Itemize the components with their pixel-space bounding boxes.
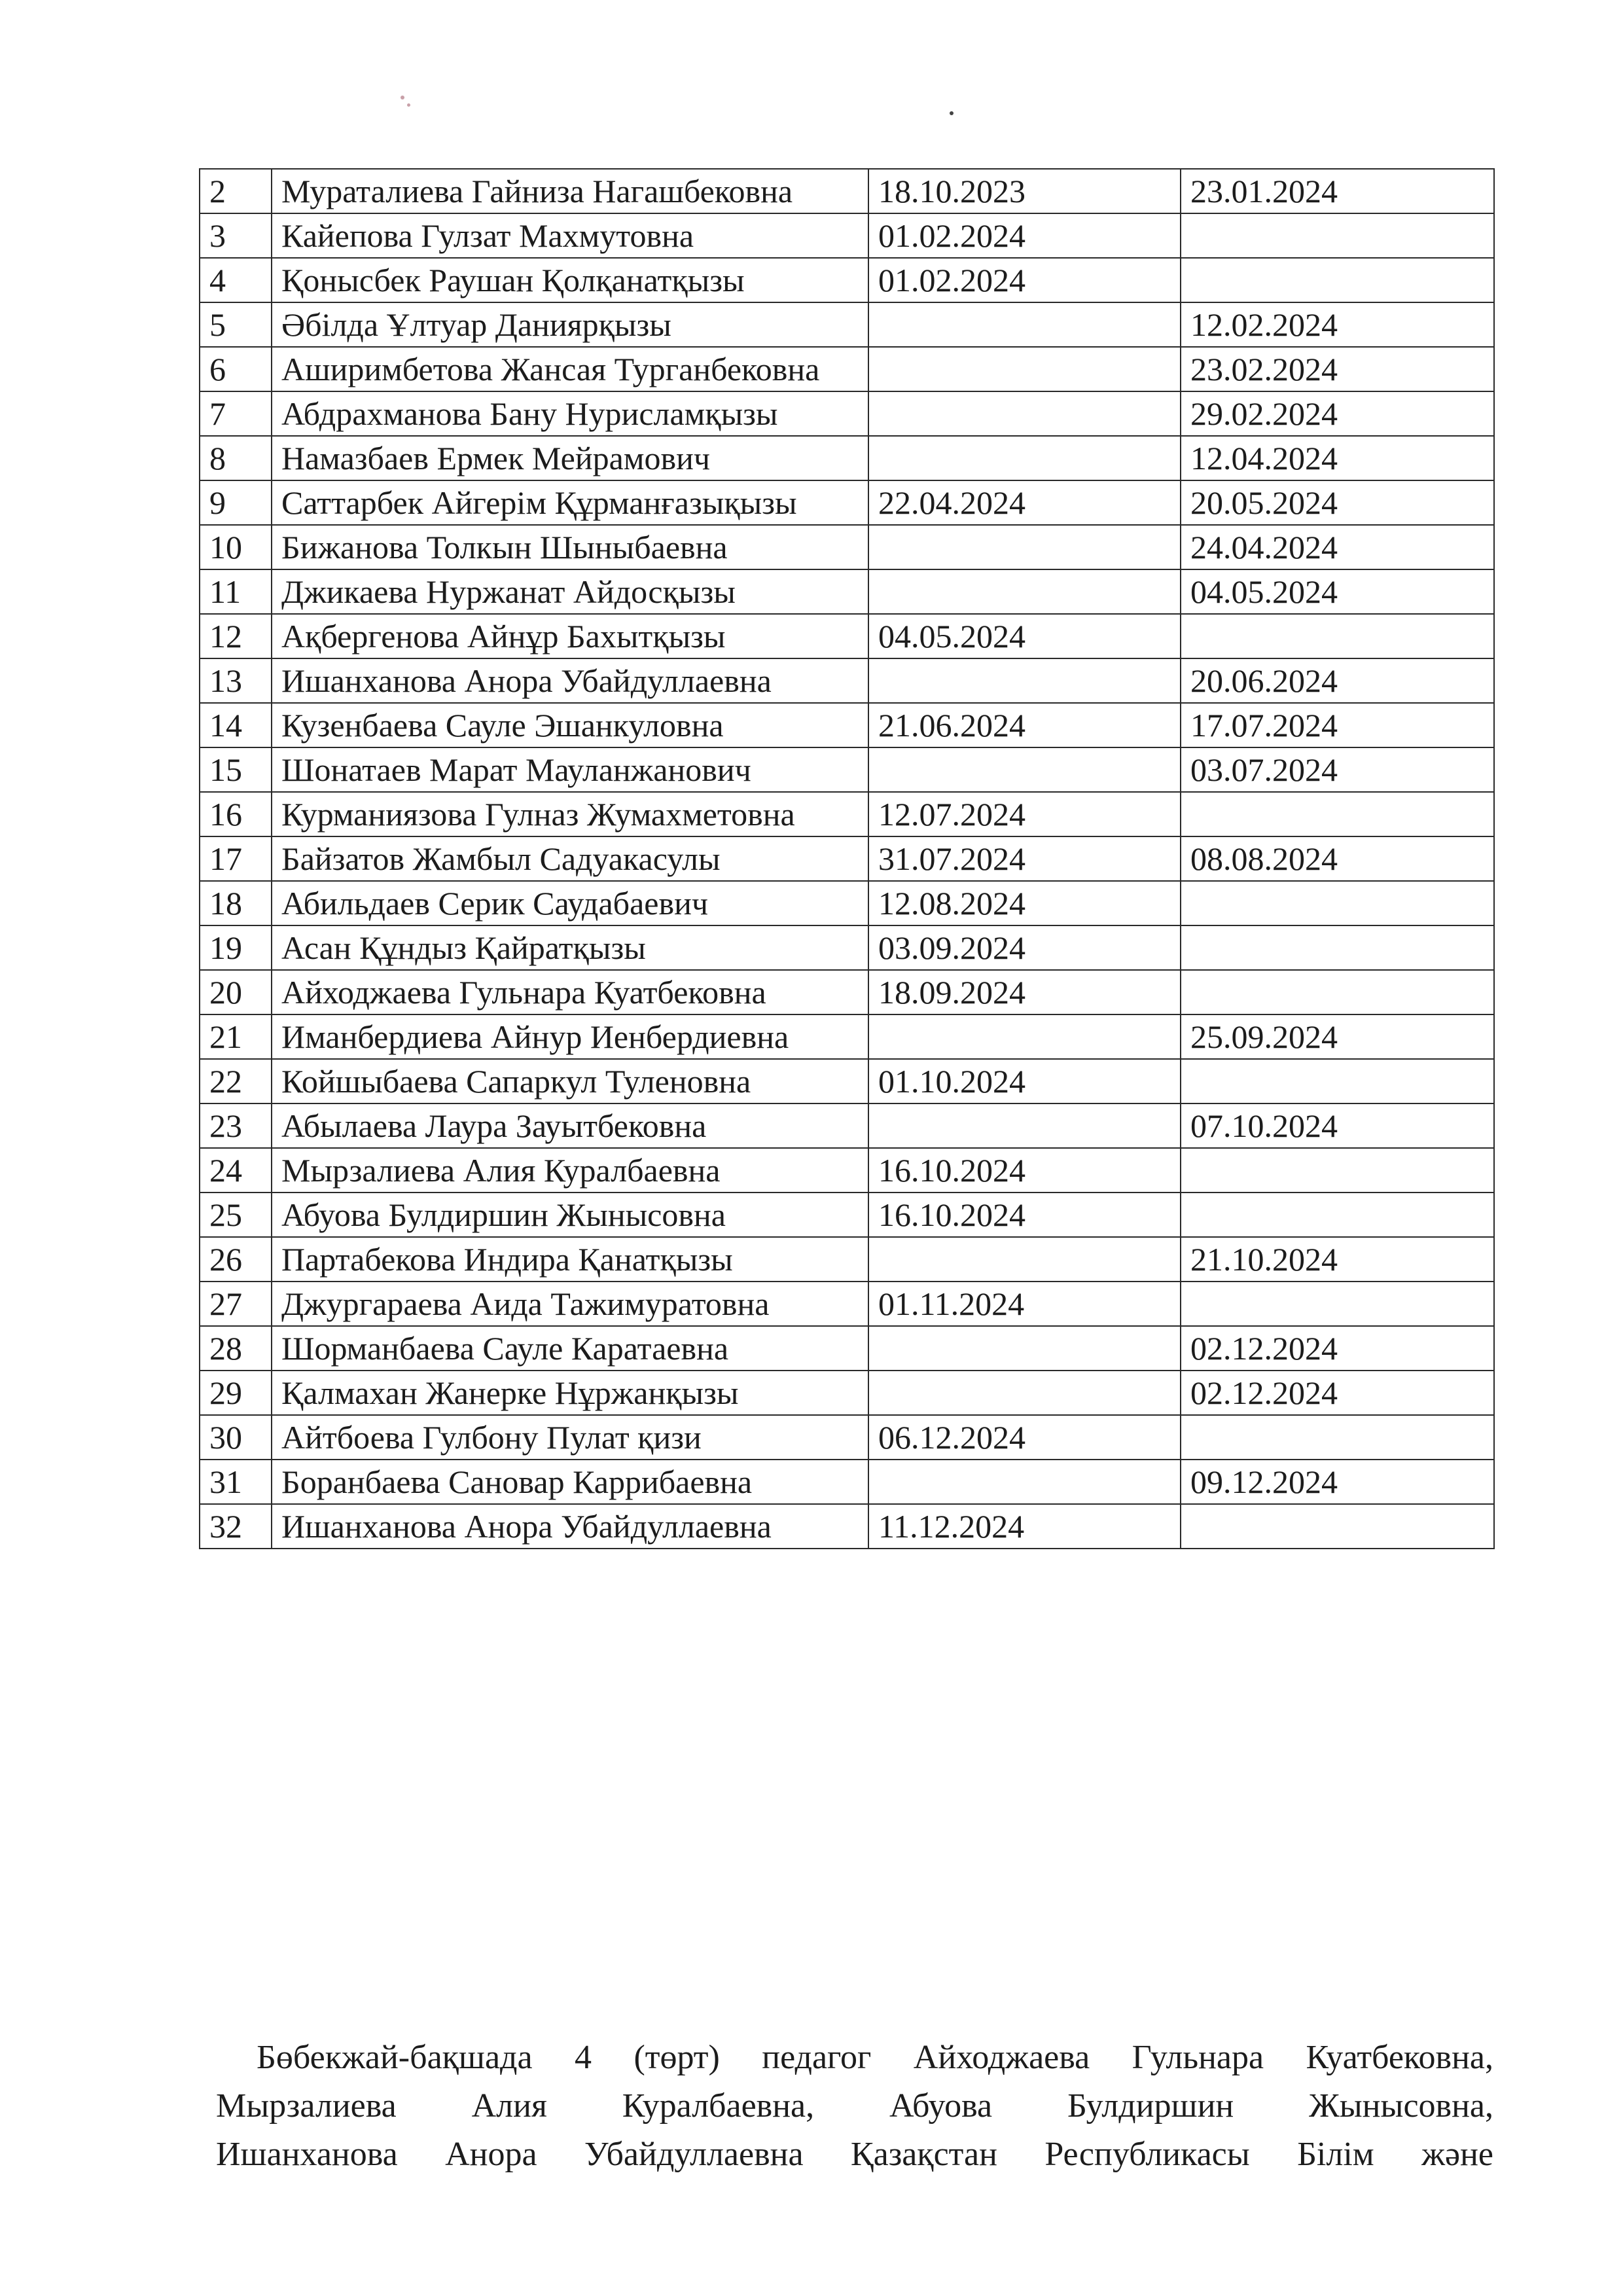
date-start-cell (868, 658, 1181, 703)
staff-table (199, 168, 1495, 1549)
paragraph-line: Мырзалиева Алия Куралбаевна, Абуова Булдиршин Жынысовна, (216, 2087, 1493, 2125)
date-start-cell: 21.06.2024 (868, 703, 1181, 747)
date-end-cell: 07.10.2024 (1181, 1103, 1494, 1148)
paragraph-line: Ишанханова Анора Убайдуллаевна Қазақстан Республикасы Білім және (216, 2136, 1493, 2173)
date-start-cell: 16.10.2024 (868, 1193, 1181, 1237)
row-number-cell: 9 (200, 480, 272, 525)
staff-name-cell: Шонатаев Марат Мауланжанович (272, 747, 868, 792)
row-number-cell: 31 (200, 1460, 272, 1504)
staff-name-cell: Шорманбаева Сауле Каратаевна (272, 1326, 868, 1371)
table-row (200, 1504, 1494, 1549)
date-start-cell (868, 747, 1181, 792)
table-row (200, 1326, 1494, 1371)
table-row (200, 1415, 1494, 1460)
date-end-cell: 02.12.2024 (1181, 1371, 1494, 1415)
table-row (200, 258, 1494, 302)
date-end-cell: 09.12.2024 (1181, 1460, 1494, 1504)
date-end-cell: 25.09.2024 (1181, 1014, 1494, 1059)
table-row (200, 881, 1494, 925)
row-number-cell: 4 (200, 258, 272, 302)
date-start-cell (868, 1326, 1181, 1371)
table-row (200, 169, 1494, 213)
table-row (200, 525, 1494, 569)
date-end-cell (1181, 1282, 1494, 1326)
staff-name-cell: Байзатов Жамбыл Садуакасулы (272, 836, 868, 881)
date-start-cell: 01.02.2024 (868, 213, 1181, 258)
table-row (200, 213, 1494, 258)
date-start-cell (868, 1014, 1181, 1059)
scan-speck (407, 103, 410, 107)
date-start-cell: 01.11.2024 (868, 1282, 1181, 1326)
row-number-cell: 7 (200, 391, 272, 436)
closing-paragraph (216, 2034, 1493, 2179)
table-row (200, 970, 1494, 1014)
row-number-cell: 24 (200, 1148, 272, 1193)
table-row (200, 747, 1494, 792)
date-end-cell (1181, 1193, 1494, 1237)
table-row (200, 480, 1494, 525)
date-end-cell (1181, 1415, 1494, 1460)
date-end-cell: 17.07.2024 (1181, 703, 1494, 747)
date-end-cell (1181, 1059, 1494, 1103)
table-row (200, 436, 1494, 480)
date-start-cell (868, 302, 1181, 347)
date-end-cell: 21.10.2024 (1181, 1237, 1494, 1282)
staff-name-cell: Кузенбаева Сауле Эшанкуловна (272, 703, 868, 747)
row-number-cell: 29 (200, 1371, 272, 1415)
date-end-cell: 04.05.2024 (1181, 569, 1494, 614)
staff-name-cell: Джургараева Аида Тажимуратовна (272, 1282, 868, 1326)
staff-name-cell: Абильдаев Серик Саудабаевич (272, 881, 868, 925)
table-row (200, 1103, 1494, 1148)
row-number-cell: 22 (200, 1059, 272, 1103)
row-number-cell: 21 (200, 1014, 272, 1059)
row-number-cell: 23 (200, 1103, 272, 1148)
row-number-cell: 3 (200, 213, 272, 258)
table-row (200, 792, 1494, 836)
date-end-cell (1181, 792, 1494, 836)
date-start-cell: 01.10.2024 (868, 1059, 1181, 1103)
table-row (200, 569, 1494, 614)
date-start-cell (868, 1460, 1181, 1504)
staff-name-cell: Айтбоева Гулбону Пулат қизи (272, 1415, 868, 1460)
staff-table-body (200, 169, 1494, 1549)
table-row (200, 1193, 1494, 1237)
date-start-cell: 12.08.2024 (868, 881, 1181, 925)
date-end-cell (1181, 881, 1494, 925)
staff-name-cell: Аширимбетова Жансая Турганбековна (272, 347, 868, 391)
row-number-cell: 12 (200, 614, 272, 658)
table-row (200, 347, 1494, 391)
date-end-cell: 20.05.2024 (1181, 480, 1494, 525)
row-number-cell: 2 (200, 169, 272, 213)
staff-name-cell: Ишанханова Анора Убайдуллаевна (272, 658, 868, 703)
row-number-cell: 8 (200, 436, 272, 480)
date-start-cell: 22.04.2024 (868, 480, 1181, 525)
row-number-cell: 18 (200, 881, 272, 925)
staff-name-cell: Қалмахан Жанерке Нұржанқызы (272, 1371, 868, 1415)
date-start-cell: 06.12.2024 (868, 1415, 1181, 1460)
staff-name-cell: Асан Құндыз Қайратқызы (272, 925, 868, 970)
row-number-cell: 20 (200, 970, 272, 1014)
table-row (200, 836, 1494, 881)
row-number-cell: 27 (200, 1282, 272, 1326)
staff-name-cell: Намазбаев Ермек Мейрамович (272, 436, 868, 480)
row-number-cell: 10 (200, 525, 272, 569)
date-end-cell (1181, 213, 1494, 258)
row-number-cell: 19 (200, 925, 272, 970)
date-start-cell (868, 525, 1181, 569)
date-start-cell (868, 436, 1181, 480)
date-end-cell (1181, 1504, 1494, 1549)
date-start-cell (868, 391, 1181, 436)
row-number-cell: 30 (200, 1415, 272, 1460)
staff-name-cell: Джикаева Нуржанат Айдосқызы (272, 569, 868, 614)
date-start-cell: 12.07.2024 (868, 792, 1181, 836)
table-row (200, 302, 1494, 347)
row-number-cell: 14 (200, 703, 272, 747)
table-row (200, 703, 1494, 747)
staff-name-cell: Әбілда Ұлтуар Даниярқызы (272, 302, 868, 347)
staff-name-cell: Ақбергенова Айнұр Бахытқызы (272, 614, 868, 658)
row-number-cell: 5 (200, 302, 272, 347)
staff-name-cell: Кайепова Гулзат Махмутовна (272, 213, 868, 258)
row-number-cell: 17 (200, 836, 272, 881)
staff-name-cell: Курманиязова Гулназ Жумахметовна (272, 792, 868, 836)
table-row (200, 614, 1494, 658)
table-row (200, 1371, 1494, 1415)
table-row (200, 658, 1494, 703)
row-number-cell: 32 (200, 1504, 272, 1549)
date-end-cell: 29.02.2024 (1181, 391, 1494, 436)
date-end-cell: 23.02.2024 (1181, 347, 1494, 391)
date-start-cell: 11.12.2024 (868, 1504, 1181, 1549)
staff-name-cell: Ишанханова Анора Убайдуллаевна (272, 1504, 868, 1549)
date-start-cell: 04.05.2024 (868, 614, 1181, 658)
date-start-cell: 16.10.2024 (868, 1148, 1181, 1193)
table-row (200, 1237, 1494, 1282)
row-number-cell: 28 (200, 1326, 272, 1371)
scan-speck (401, 96, 404, 99)
date-start-cell (868, 347, 1181, 391)
scan-speck (950, 111, 954, 115)
staff-name-cell: Мураталиева Гайниза Нагашбековна (272, 169, 868, 213)
staff-name-cell: Койшыбаева Сапаркул Туленовна (272, 1059, 868, 1103)
staff-name-cell: Боранбаева Сановар Каррибаевна (272, 1460, 868, 1504)
staff-name-cell: Айходжаева Гульнара Куатбековна (272, 970, 868, 1014)
staff-name-cell: Иманбердиева Айнур Иенбердиевна (272, 1014, 868, 1059)
date-end-cell (1181, 614, 1494, 658)
date-end-cell (1181, 925, 1494, 970)
staff-name-cell: Абуова Булдиршин Жынысовна (272, 1193, 868, 1237)
date-start-cell (868, 1237, 1181, 1282)
row-number-cell: 15 (200, 747, 272, 792)
date-end-cell: 23.01.2024 (1181, 169, 1494, 213)
date-end-cell: 24.04.2024 (1181, 525, 1494, 569)
row-number-cell: 11 (200, 569, 272, 614)
row-number-cell: 25 (200, 1193, 272, 1237)
table-row (200, 1059, 1494, 1103)
date-start-cell (868, 569, 1181, 614)
staff-name-cell: Бижанова Толкын Шыныбаевна (272, 525, 868, 569)
staff-name-cell: Қонысбек Раушан Қолқанатқызы (272, 258, 868, 302)
date-end-cell: 12.04.2024 (1181, 436, 1494, 480)
table-row (200, 1148, 1494, 1193)
date-start-cell (868, 1371, 1181, 1415)
table-row (200, 391, 1494, 436)
table-row (200, 925, 1494, 970)
row-number-cell: 13 (200, 658, 272, 703)
table-row (200, 1014, 1494, 1059)
staff-name-cell: Абылаева Лаура Зауытбековна (272, 1103, 868, 1148)
date-end-cell: 03.07.2024 (1181, 747, 1494, 792)
staff-name-cell: Саттарбек Айгерім Құрманғазықызы (272, 480, 868, 525)
date-start-cell (868, 1103, 1181, 1148)
date-end-cell: 12.02.2024 (1181, 302, 1494, 347)
table-row (200, 1282, 1494, 1326)
row-number-cell: 26 (200, 1237, 272, 1282)
date-end-cell: 20.06.2024 (1181, 658, 1494, 703)
row-number-cell: 6 (200, 347, 272, 391)
date-end-cell: 08.08.2024 (1181, 836, 1494, 881)
staff-name-cell: Мырзалиева Алия Куралбаевна (272, 1148, 868, 1193)
date-start-cell: 03.09.2024 (868, 925, 1181, 970)
date-end-cell (1181, 1148, 1494, 1193)
staff-name-cell: Абдрахманова Бану Нурисламқызы (272, 391, 868, 436)
staff-name-cell: Партабекова Индира Қанатқызы (272, 1237, 868, 1282)
date-end-cell (1181, 258, 1494, 302)
date-start-cell: 31.07.2024 (868, 836, 1181, 881)
date-end-cell (1181, 970, 1494, 1014)
date-start-cell: 18.10.2023 (868, 169, 1181, 213)
table-row (200, 1460, 1494, 1504)
row-number-cell: 16 (200, 792, 272, 836)
date-end-cell: 02.12.2024 (1181, 1326, 1494, 1371)
paragraph-line: Бөбекжай-бақшада 4 (төрт) педагог Айходжаева Гульнара Куатбековна, (257, 2039, 1493, 2076)
date-start-cell: 01.02.2024 (868, 258, 1181, 302)
date-start-cell: 18.09.2024 (868, 970, 1181, 1014)
